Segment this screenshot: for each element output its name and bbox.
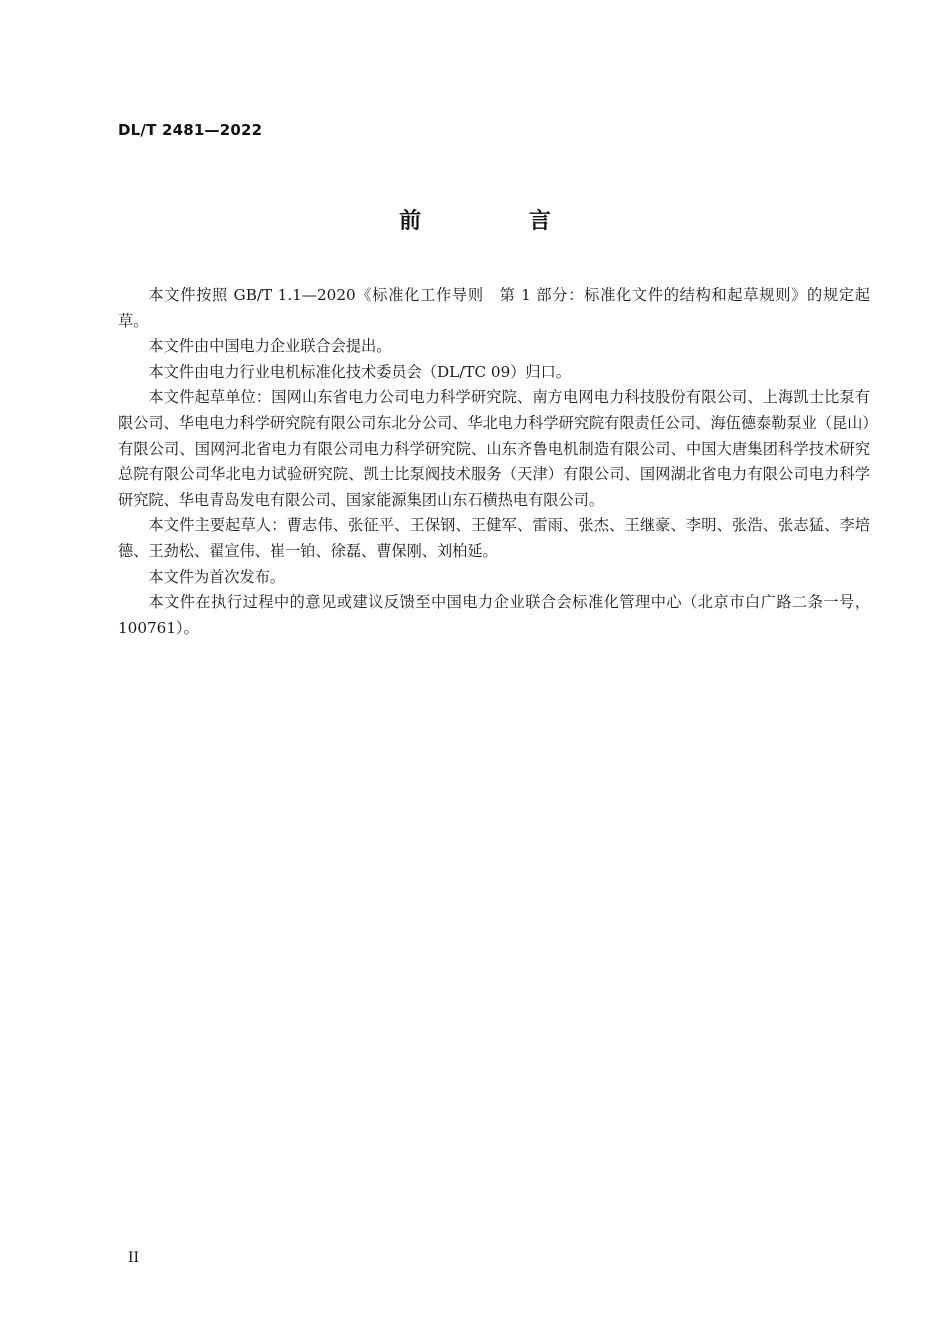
paragraph-drafters: 本文件主要起草人：曹志伟、张征平、王保钢、王健军、雷雨、张杰、王继豪、李明、张浩、张志猛、李培德、王劲松、翟宣伟、崔一铂、徐磊、曹保刚、刘柏延。 bbox=[118, 516, 870, 560]
paragraph-committee: 本文件由电力行业电机标准化技术委员会（DL/TC 09）归口。 bbox=[148, 362, 571, 381]
paragraph-feedback: 本文件在执行过程中的意见或建议反馈至中国电力企业联合会标准化管理中心（北京市白广路二条一号，100761）。 bbox=[118, 593, 870, 637]
preface-body bbox=[118, 283, 870, 641]
section-heading: 前 言 bbox=[399, 209, 601, 234]
paragraph-first-release: 本文件为首次发布。 bbox=[148, 567, 286, 586]
page-number: II bbox=[128, 1250, 140, 1266]
paragraph-drafting-units: 本文件起草单位：国网山东省电力公司电力科学研究院、南方电网电力科技股份有限公司、上海凯士比泵有限公司、华电电力科学研究院有限公司东北分公司、华北电力科学研究院有限责任公司、海伍德泰勒泵业（昆山）有限公司、国网河北省电力有限公司电力科学研究院、山东齐鲁电机制造有限公司、中国大唐集团科学技术研究总院有限公司华北电力试验研究院、凯士比泵阀技术服务（天津）有限公司、国网湖北省电力有限公司电力科学研究院、华电青岛发电有限公司、国家能源集团山东石横热电有限公司。 bbox=[118, 388, 870, 509]
document-code: DL/T 2481—2022 bbox=[118, 121, 263, 139]
paragraph-proposer: 本文件由中国电力企业联合会提出。 bbox=[148, 337, 392, 356]
paragraph-drafting-rules: 本文件按照 GB/T 1.1—2020《标准化工作导则 第 1 部分：标准化文件的结构和起草规则》的规定起草。 bbox=[118, 286, 870, 330]
